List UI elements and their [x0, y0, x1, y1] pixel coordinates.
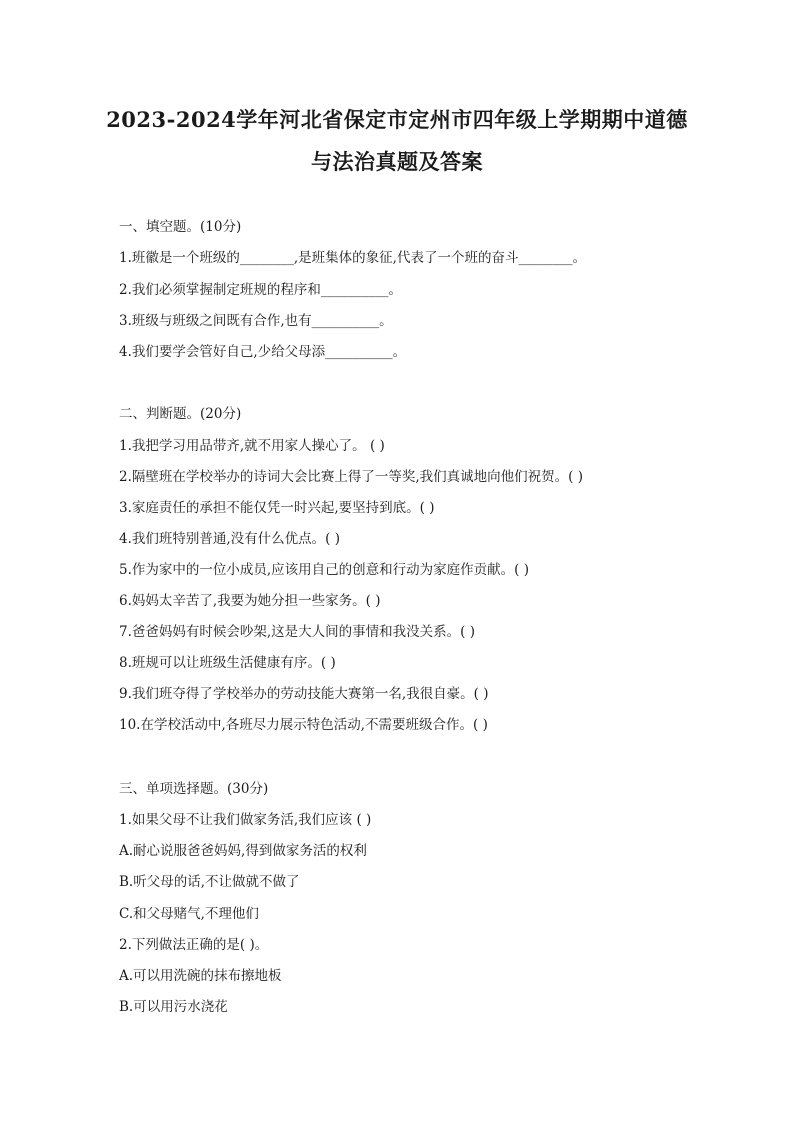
- choice-question-1-option-c: C.和父母赌气,不理他们: [119, 906, 259, 922]
- section-3-heading: 三、单项选择题。(30分): [119, 781, 269, 797]
- true-false-question-9: 9.我们班夺得了学校举办的劳动技能大赛第一名,我很自豪。( ): [119, 686, 489, 702]
- true-false-question-5: 5.作为家中的一位小成员,应该用自己的创意和行动为家庭作贡献。( ): [119, 562, 529, 578]
- true-false-question-8: 8.班规可以让班级生活健康有序。( ): [119, 655, 336, 671]
- fill-blank-question-4: 4.我们要学会管好自己,少给父母添__________。: [119, 344, 407, 360]
- true-false-question-3: 3.家庭责任的承担不能仅凭一时兴起,要坚持到底。( ): [119, 500, 435, 516]
- true-false-question-2: 2.隔壁班在学校举办的诗词大会比赛上得了一等奖,我们真诚地向他们祝贺。( ): [119, 469, 583, 485]
- document-title-line-2: 与法治真题及答案: [311, 149, 483, 174]
- choice-question-2: 2.下列做法正确的是( )。: [119, 937, 269, 953]
- true-false-question-1: 1.我把学习用品带齐,就不用家人操心了。 ( ): [119, 438, 385, 454]
- true-false-question-4: 4.我们班特别普通,没有什么优点。( ): [119, 531, 340, 547]
- section-2-heading: 二、判断题。(20分): [119, 406, 242, 422]
- fill-blank-question-3: 3.班级与班级之间既有合作,也有__________。: [119, 313, 393, 329]
- true-false-question-7: 7.爸爸妈妈有时候会吵架,这是大人间的事情和我没关系。( ): [119, 624, 475, 640]
- fill-blank-question-2: 2.我们必须掌握制定班规的程序和__________。: [119, 282, 402, 298]
- choice-question-2-option-b: B.可以用污水浇花: [119, 999, 228, 1015]
- true-false-question-6: 6.妈妈太辛苦了,我要为她分担一些家务。( ): [119, 593, 381, 609]
- document-title-line-1: 2023-2024学年河北省保定市定州市四年级上学期期中道德: [106, 107, 688, 132]
- fill-blank-question-1: 1.班徽是一个班级的________,是班集体的象征,代表了一个班的奋斗________。: [119, 250, 586, 266]
- choice-question-2-option-a: A.可以用洗碗的抹布擦地板: [119, 968, 282, 984]
- choice-question-1-option-a: A.耐心说服爸爸妈妈,得到做家务活的权利: [119, 843, 367, 859]
- section-1-heading: 一、填空题。(10分): [119, 219, 242, 235]
- choice-question-1: 1.如果父母不让我们做家务活,我们应该 ( ): [119, 812, 372, 828]
- choice-question-1-option-b: B.听父母的话,不让做就不做了: [119, 874, 300, 890]
- true-false-question-10: 10.在学校活动中,各班尽力展示特色活动,不需要班级合作。( ): [119, 717, 488, 733]
